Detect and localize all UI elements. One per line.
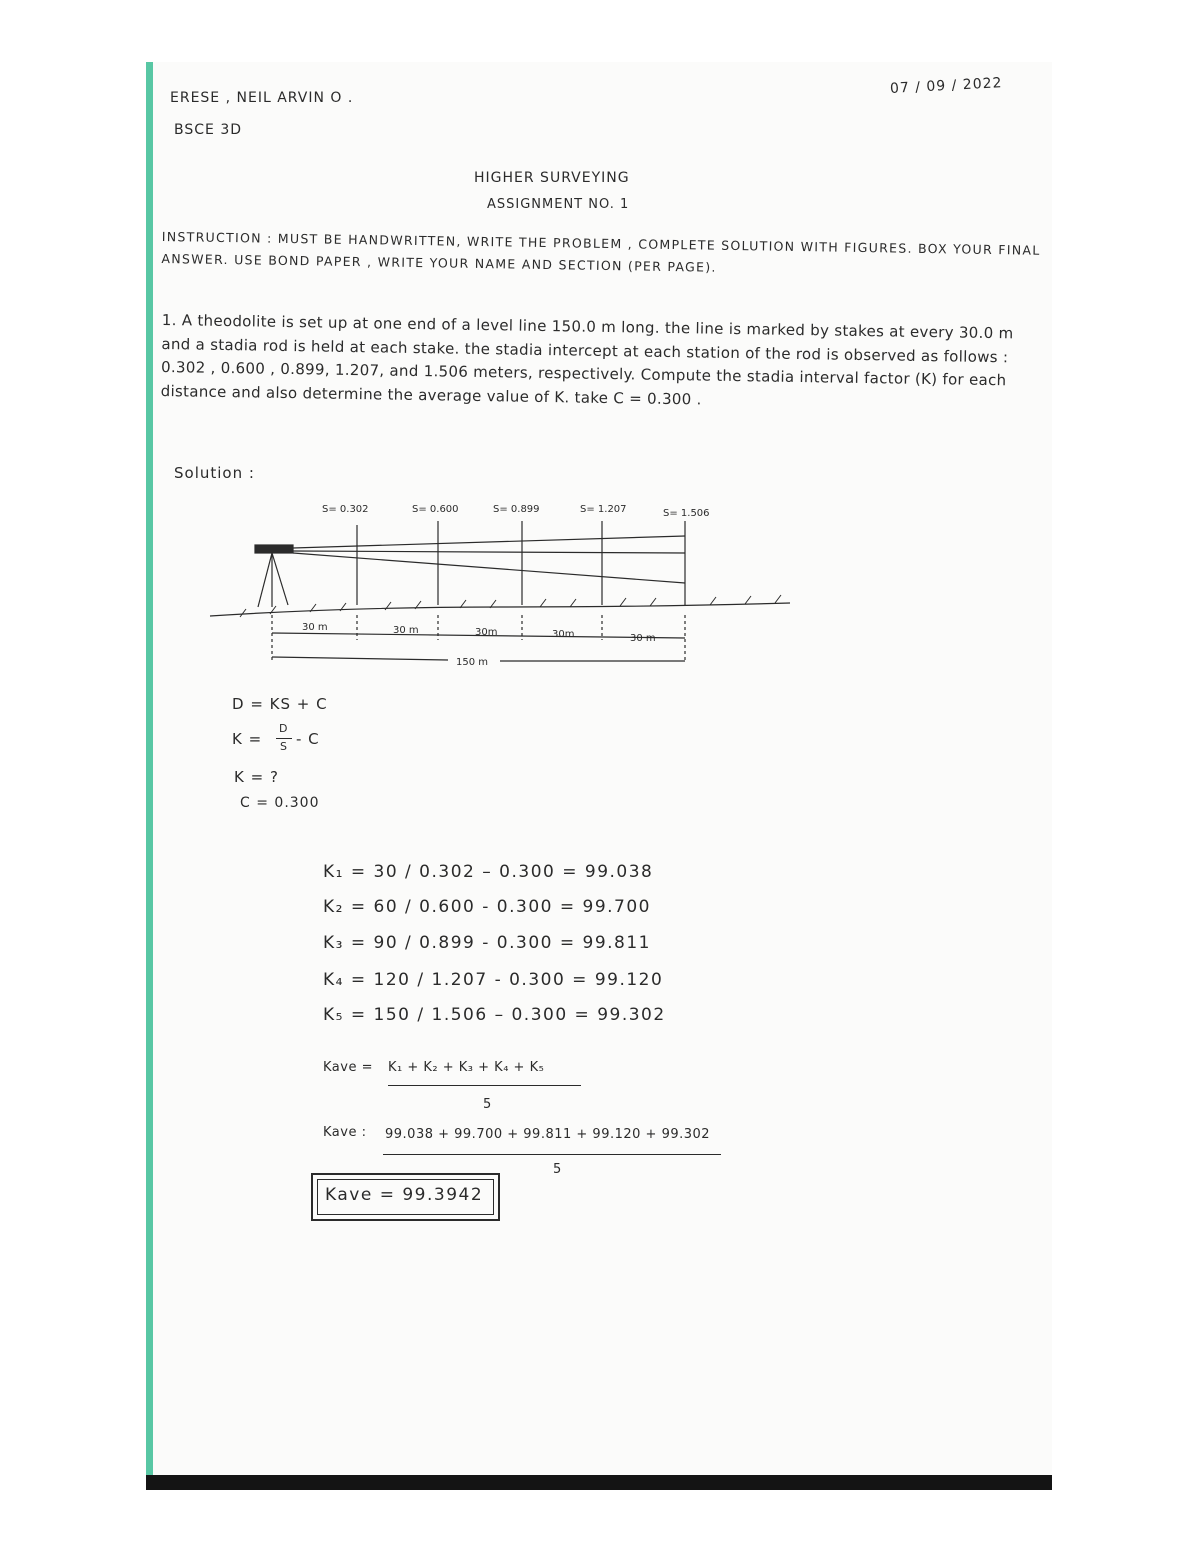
- station-label: S= 1.506: [663, 508, 710, 519]
- kave-denominator-1: 5: [483, 1097, 492, 1112]
- k1-computation: K₁ = 30 / 0.302 – 0.300 = 99.038: [323, 862, 654, 882]
- station-label: S= 1.207: [580, 504, 627, 515]
- ground-hatching: [240, 595, 781, 617]
- fraction-bar: [276, 738, 292, 739]
- final-answer: Kave = 99.3942: [325, 1185, 484, 1205]
- k-formula-denominator: S: [280, 740, 288, 753]
- problem-text: 1. A theodolite is set up at one end of a level line 150.0 m long. the line is marked by stakes at every 30.0 m and a stadia rod is held at each stake. the stadia intercept at each station of the rod is observed as follows : 0.302 , 0.600 , 0.899, 1.207, and 1.506 meters, respectively. Compute the stadia interval factor (K) for each distance and also determine the average value of K. take C = 0.300 .: [160, 310, 1014, 408]
- student-name: ERESE , NEIL ARVIN O .: [170, 90, 354, 106]
- kave-label-2: Kave :: [323, 1125, 367, 1140]
- fraction-bar: [388, 1085, 581, 1086]
- segment-label: 30m: [552, 629, 575, 640]
- k-formula-numerator: D: [279, 722, 289, 735]
- kave-label-1: Kave =: [323, 1060, 373, 1075]
- sight-line: [293, 551, 685, 553]
- fraction-bar: [383, 1154, 721, 1155]
- c-value: C = 0.300: [240, 795, 320, 811]
- telescope-icon: [255, 545, 293, 553]
- total-dimension-line: [272, 657, 448, 660]
- kave-denominator-2: 5: [553, 1162, 562, 1177]
- paper-edge: [146, 62, 153, 1490]
- segment-label: 30m: [475, 627, 498, 638]
- k2-computation: K₂ = 60 / 0.600 - 0.300 = 99.700: [323, 897, 651, 917]
- scan-bottom-edge: [146, 1475, 1052, 1490]
- ground-line: [210, 603, 790, 616]
- k-unknown: K = ?: [234, 768, 279, 786]
- k-formula-tail: - C: [296, 730, 320, 748]
- segment-label: 30 m: [302, 622, 328, 633]
- tripod-leg: [272, 553, 288, 605]
- k3-computation: K₃ = 90 / 0.899 - 0.300 = 99.811: [323, 933, 651, 953]
- segment-label: 30 m: [630, 633, 656, 644]
- total-label: 150 m: [456, 657, 489, 668]
- station-label: S= 0.899: [493, 504, 540, 515]
- k4-computation: K₄ = 120 / 1.207 - 0.300 = 99.120: [323, 970, 664, 990]
- date: 07 / 09 / 2022: [889, 75, 1003, 97]
- page-title: HIGHER SURVEYING: [474, 170, 630, 186]
- kave-numerator-1: K₁ + K₂ + K₃ + K₄ + K₅: [388, 1060, 545, 1075]
- station-label: S= 0.600: [412, 504, 459, 515]
- sight-line: [293, 553, 685, 583]
- k-formula-left: K =: [232, 730, 263, 748]
- segment-label: 30 m: [393, 625, 419, 636]
- solution-label: Solution :: [174, 464, 255, 482]
- stadia-figure: [200, 495, 800, 675]
- assignment-number: ASSIGNMENT NO. 1: [487, 197, 630, 212]
- k5-computation: K₅ = 150 / 1.506 – 0.300 = 99.302: [323, 1005, 666, 1025]
- kave-numerator-2: 99.038 + 99.700 + 99.811 + 99.120 + 99.302: [385, 1127, 711, 1142]
- sight-line: [293, 536, 685, 548]
- station-label: S= 0.302: [322, 504, 369, 515]
- final-answer-box: [311, 1173, 500, 1221]
- distance-formula: D = KS + C: [232, 695, 328, 713]
- tripod-leg: [258, 553, 272, 607]
- instruction-text: INSTRUCTION : MUST BE HANDWRITTEN, WRITE THE PROBLEM , COMPLETE SOLUTION WITH FIGURES. BOX YOUR FINAL ANSWER. USE BOND PAPER , WRITE YOUR NAME AND SECTION (PER PAGE).: [161, 228, 1041, 275]
- student-section: BSCE 3D: [174, 122, 243, 138]
